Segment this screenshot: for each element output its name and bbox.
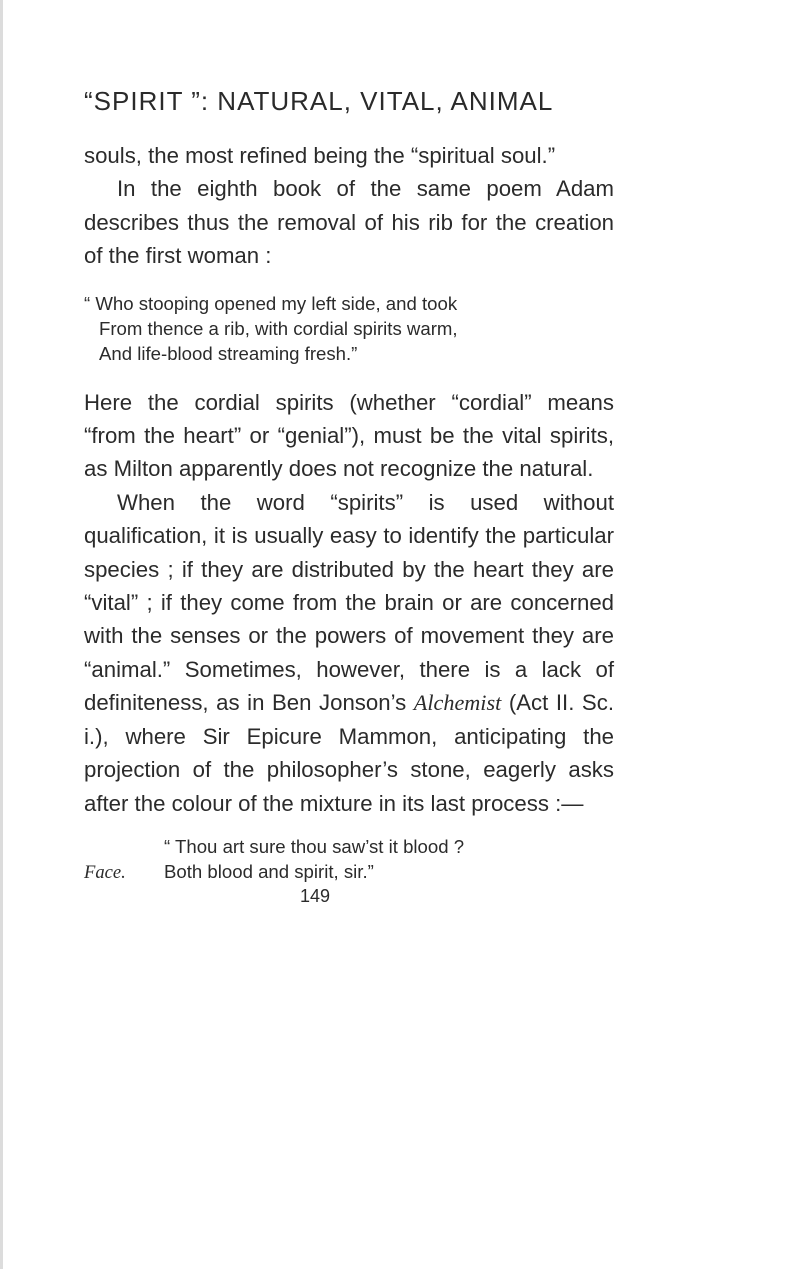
verse-quote-milton [84,291,614,366]
paragraph-text: When the word “spirits” is used without qualification, it is usually easy to identify the particular species ; if they are distributed by the heart they are “vital” ; if they come from the brain or are concerned with the senses or the powers of movement they are “animal.” Sometimes, however, there is a lack of definiteness, as in Ben Jonson’s [84,489,614,716]
running-head: “SPIRIT ”: NATURAL, VITAL, ANIMAL [84,86,554,116]
verse-line-text: Both blood and spirit, sir.” [164,860,374,882]
verse-line: “ Who stooping opened my left side, and took [84,292,458,314]
paragraph-cordial-spirits: Here the cordial spirits (whether “cordial” means “from the heart” or “genial”), must be the vital spirits, as Milton apparently does not recognize the natural. [84,389,614,482]
page-number: 149 [300,885,331,906]
work-title: Alchemist [413,690,502,716]
verse-line: From thence a rib, with cordial spirits warm, [99,317,458,339]
verse-quote-jonson [84,834,614,885]
speaker-name: Face. [84,861,126,883]
verse-line: “ Thou art sure thou saw’st it blood ? [164,835,465,857]
paragraph-continuation: souls, the most refined being the “spiritual soul.” [84,143,556,168]
book-page [84,86,614,907]
paragraph-eighth-book: In the eighth book of the same poem Adam describes thus the removal of his rib for the creation of the first woman : [84,176,614,269]
paragraph-spirits-qualification [84,486,614,820]
verse-line: And life-blood streaming fresh.” [99,342,358,364]
verse-line [84,859,614,885]
paragraph-text: (Act II. Sc. i.), where Sir Epicure Mammon, anticipating the projection of the philosopher’s stone, eagerly asks after the colour of the mixture in its last process :— [84,690,614,816]
page-edge [0,0,3,1269]
